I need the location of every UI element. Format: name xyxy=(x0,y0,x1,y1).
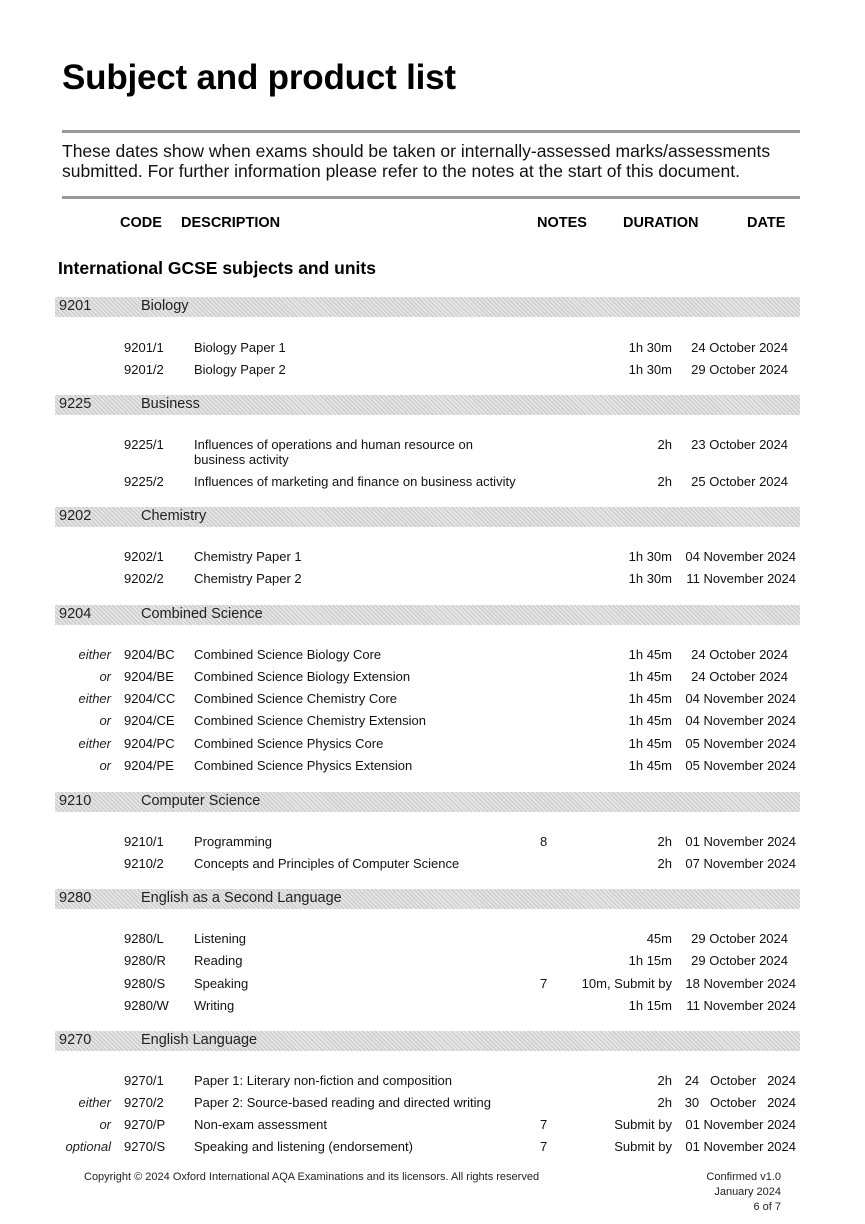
unit-duration: 2h xyxy=(657,834,672,849)
subject-code: 9202 xyxy=(59,508,92,524)
subject-header-business xyxy=(55,395,800,415)
subject-code: 9210 xyxy=(59,793,92,809)
unit-code: 9225/2 xyxy=(124,474,164,489)
unit-option: either xyxy=(78,1095,111,1110)
subject-name: English Language xyxy=(141,1032,258,1048)
unit-duration: 1h 45m xyxy=(628,758,672,773)
unit-code: 9225/1 xyxy=(124,437,164,452)
column-header-duration: DURATION xyxy=(623,215,699,231)
subject-name: Business xyxy=(141,396,200,412)
unit-date: 11 November 2024 xyxy=(686,571,796,586)
unit-date: 11 November 2024 xyxy=(686,998,796,1013)
unit-description: Paper 1: Literary non-fiction and composition xyxy=(194,1073,452,1088)
unit-duration: 45m xyxy=(646,931,672,946)
unit-option: either xyxy=(78,647,111,662)
subject-header-english-second-language xyxy=(55,889,800,909)
unit-date: 07 November 2024 xyxy=(685,856,796,871)
unit-date: 04 November 2024 xyxy=(685,713,796,728)
unit-duration: 1h 45m xyxy=(628,669,672,684)
unit-description: Chemistry Paper 1 xyxy=(194,549,302,564)
subject-name: Biology xyxy=(141,298,189,314)
unit-duration: 1h 30m xyxy=(628,571,672,586)
subject-name: English as a Second Language xyxy=(141,890,342,906)
unit-date: 24 October 2024 xyxy=(691,340,788,355)
unit-description: Combined Science Physics Core xyxy=(194,736,384,751)
unit-duration: 2h xyxy=(657,1073,672,1088)
unit-option: or xyxy=(99,713,111,728)
unit-option: or xyxy=(99,1117,111,1132)
unit-code: 9201/1 xyxy=(124,340,164,355)
unit-date: 01 November 2024 xyxy=(685,1117,796,1132)
unit-duration: 10m, Submit by xyxy=(581,976,672,991)
unit-note: 7 xyxy=(540,1117,548,1132)
unit-date: 24 October 2024 xyxy=(691,669,788,684)
unit-description: Combined Science Physics Extension xyxy=(194,758,413,773)
unit-duration: 1h 45m xyxy=(628,691,672,706)
subject-name: Computer Science xyxy=(141,793,261,809)
unit-description: Biology Paper 2 xyxy=(194,362,286,377)
unit-date: 25 October 2024 xyxy=(691,474,788,489)
unit-note: 7 xyxy=(540,1139,548,1154)
section-title: International GCSE subjects and units xyxy=(58,258,376,278)
intro-divider xyxy=(62,196,800,199)
subject-name: Combined Science xyxy=(141,606,263,622)
footer-status: Confirmed v1.0 xyxy=(706,1171,781,1183)
unit-description: Speaking and listening (endorsement) xyxy=(194,1139,413,1154)
unit-date: 24 October 2024 xyxy=(684,1073,796,1088)
unit-code: 9280/W xyxy=(124,998,169,1013)
unit-description: Paper 2: Source-based reading and directed writing xyxy=(194,1095,492,1110)
subject-name: Chemistry xyxy=(141,508,207,524)
unit-code: 9270/2 xyxy=(124,1095,164,1110)
unit-code: 9204/BC xyxy=(124,647,175,662)
unit-duration: 2h xyxy=(657,437,672,452)
unit-code: 9270/S xyxy=(124,1139,166,1154)
subject-code: 9280 xyxy=(59,890,92,906)
intro-text: These dates show when exams should be taken or internally-assessed marks/assessments submitted. For further information please refer to the notes at the start of this document. xyxy=(62,141,771,181)
unit-date: 01 November 2024 xyxy=(685,834,796,849)
unit-duration: 1h 15m xyxy=(628,953,672,968)
subject-header-english-language xyxy=(55,1031,800,1051)
unit-duration: 1h 30m xyxy=(628,340,672,355)
unit-duration: 2h xyxy=(657,856,672,871)
unit-duration: 2h xyxy=(657,1095,672,1110)
subject-header-combined-science xyxy=(55,605,800,625)
unit-duration: 1h 30m xyxy=(628,362,672,377)
unit-duration: 1h 30m xyxy=(628,549,672,564)
unit-description: Listening xyxy=(194,931,247,946)
unit-code: 9202/2 xyxy=(124,571,164,586)
subject-code: 9270 xyxy=(59,1032,92,1048)
unit-date: 24 October 2024 xyxy=(691,647,788,662)
unit-code: 9204/PE xyxy=(124,758,174,773)
unit-duration: 1h 45m xyxy=(628,647,672,662)
unit-note: 7 xyxy=(540,976,548,991)
unit-date: 29 October 2024 xyxy=(691,931,788,946)
unit-code: 9204/BE xyxy=(124,669,174,684)
unit-description: Non-exam assessment xyxy=(194,1117,327,1132)
top-divider xyxy=(62,130,800,133)
unit-code: 9201/2 xyxy=(124,362,164,377)
unit-description: Programming xyxy=(194,834,273,849)
unit-date: 29 October 2024 xyxy=(691,953,788,968)
unit-note: 8 xyxy=(540,834,548,849)
unit-description: Chemistry Paper 2 xyxy=(194,571,302,586)
unit-code: 9270/1 xyxy=(124,1073,164,1088)
unit-option: either xyxy=(78,736,111,751)
unit-date: 01 November 2024 xyxy=(685,1139,796,1154)
unit-description: Writing xyxy=(194,998,235,1013)
subject-code: 9201 xyxy=(59,298,92,314)
subject-header-computer-science xyxy=(55,792,800,812)
column-header-description: DESCRIPTION xyxy=(181,215,281,231)
column-header-notes: NOTES xyxy=(537,215,587,231)
subject-code: 9225 xyxy=(59,396,92,412)
unit-option: or xyxy=(99,758,111,773)
unit-code: 9204/PC xyxy=(124,736,175,751)
unit-duration: 1h 45m xyxy=(628,713,672,728)
unit-code: 9204/CC xyxy=(124,691,176,706)
unit-code: 9204/CE xyxy=(124,713,175,728)
unit-code: 9270/P xyxy=(124,1117,166,1132)
unit-description: Influences of marketing and finance on business activity xyxy=(194,474,516,489)
unit-duration: 2h xyxy=(657,474,672,489)
unit-description: Concepts and Principles of Computer Science xyxy=(194,856,460,871)
unit-description: Combined Science Chemistry Core xyxy=(194,691,398,706)
footer-copyright: Copyright © 2024 Oxford International AQA Examinations and its licensors. All rights reserved xyxy=(84,1171,540,1183)
unit-date: 05 November 2024 xyxy=(685,758,796,773)
unit-option: either xyxy=(78,691,111,706)
unit-date: 29 October 2024 xyxy=(691,362,788,377)
unit-date: 04 November 2024 xyxy=(685,549,796,564)
footer-issue: January 2024 xyxy=(714,1186,781,1198)
unit-code: 9280/R xyxy=(124,953,166,968)
unit-option: optional xyxy=(65,1139,111,1154)
subject-header-chemistry xyxy=(55,507,800,527)
unit-duration: Submit by xyxy=(614,1139,672,1154)
unit-description: Combined Science Biology Core xyxy=(194,647,382,662)
subject-code: 9204 xyxy=(59,606,92,622)
unit-description: Combined Science Biology Extension xyxy=(194,669,411,684)
unit-code: 9210/2 xyxy=(124,856,164,871)
subject-header-biology xyxy=(55,297,800,317)
unit-date: 30 October 2024 xyxy=(684,1095,796,1110)
unit-code: 9202/1 xyxy=(124,549,164,564)
unit-code: 9280/S xyxy=(124,976,166,991)
column-header-date: DATE xyxy=(747,215,786,231)
column-header-code: CODE xyxy=(120,215,162,231)
unit-option: or xyxy=(99,669,111,684)
unit-description: Biology Paper 1 xyxy=(194,340,286,355)
unit-date: 04 November 2024 xyxy=(685,691,796,706)
unit-description: Reading xyxy=(194,953,243,968)
unit-date: 23 October 2024 xyxy=(691,437,788,452)
unit-duration: 1h 45m xyxy=(628,736,672,751)
unit-code: 9210/1 xyxy=(124,834,164,849)
unit-duration: Submit by xyxy=(614,1117,672,1132)
unit-date: 05 November 2024 xyxy=(685,736,796,751)
page-title: Subject and product list xyxy=(62,58,456,97)
unit-duration: 1h 15m xyxy=(628,998,672,1013)
unit-date: 18 November 2024 xyxy=(685,976,796,991)
unit-description: Speaking xyxy=(194,976,249,991)
footer-page-number: 6 of 7 xyxy=(753,1201,781,1213)
unit-description: Combined Science Chemistry Extension xyxy=(194,713,426,728)
unit-code: 9280/L xyxy=(124,931,164,946)
unit-description: Influences of operations and human resource on business activity xyxy=(194,437,473,467)
